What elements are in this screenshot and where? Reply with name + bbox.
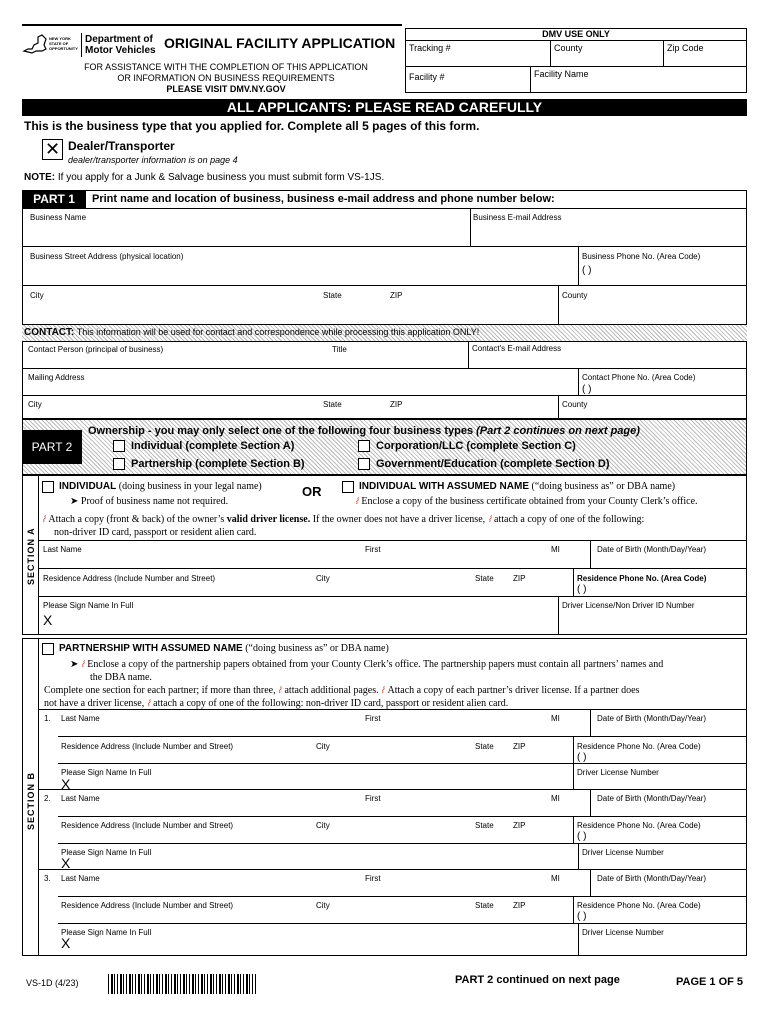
assumed-name-checkbox[interactable]	[342, 481, 354, 493]
opt-individual-label: Individual (complete Section A)	[131, 440, 295, 452]
dept-line-2: Motor Vehicles	[85, 45, 156, 56]
partner-1-paren: ( )	[577, 752, 587, 763]
sb-side-line	[38, 638, 39, 956]
partner-2-state[interactable]: State	[475, 821, 494, 830]
dealer-title: Dealer/Transporter	[68, 139, 175, 153]
sa-line-3	[38, 596, 747, 597]
individual-type-label	[59, 481, 262, 492]
partnership-title-desc: (“doing business as” or DBA name)	[242, 643, 389, 654]
part1-heading: Print name and location of business, business e-mail address and phone number below:	[92, 193, 555, 205]
assist-line-1: FOR ASSISTANCE WITH THE COMPLETION OF THIS APPLICATION	[84, 62, 368, 72]
dealer-transporter-checkbox[interactable]: ✕	[42, 139, 63, 160]
assumed-title: INDIVIDUAL WITH ASSUMED NAME	[359, 481, 529, 492]
page-number: PAGE 1 OF 5	[676, 976, 744, 988]
contact-city-field[interactable]: City	[28, 400, 42, 409]
partner-1-sign-x: X	[61, 776, 71, 792]
enclose-text: Enclose a copy of the business certificate obtained from your County Clerk’s office.	[361, 496, 698, 507]
corporation-checkbox[interactable]	[358, 440, 370, 452]
form-title: ORIGINAL FACILITY APPLICATION	[164, 35, 396, 51]
sb-vline	[590, 869, 591, 896]
paperclip-icon: ⌇	[40, 513, 49, 525]
sb-vline	[590, 789, 591, 816]
assumed-desc: (“doing business as” or DBA name)	[529, 481, 676, 492]
partner-1-res-address[interactable]: Residence Address (Include Number and Street)	[61, 742, 234, 751]
sa-side-line	[38, 475, 39, 635]
paperclip-icon: ⌇	[145, 697, 153, 709]
sb-vline	[573, 763, 574, 789]
contact-title-field[interactable]: Title	[332, 345, 347, 354]
partner-3-last-name[interactable]: Last Name	[61, 874, 100, 883]
mailing-address-field[interactable]: Mailing Address	[28, 373, 85, 382]
sa-res-phone-paren: ( )	[577, 584, 587, 595]
paperclip-icon: ⌇	[276, 684, 285, 696]
sa-vline-2	[573, 568, 574, 596]
sa-state-field[interactable]: State	[475, 574, 494, 583]
contact-state-field[interactable]: State	[323, 400, 342, 409]
form-id: VS-1D (4/23)	[26, 978, 79, 988]
complete-part-4: not have a driver license,	[44, 698, 147, 709]
partner-3-city[interactable]: City	[316, 901, 330, 910]
proof-text: Proof of business name not required.	[80, 496, 229, 507]
complete-part-1: Complete one section for each partner; if more than three,	[44, 685, 279, 696]
attach-part-4: non-driver ID card, passport or resident alien card.	[54, 527, 257, 538]
partner-1-last-name[interactable]: Last Name	[61, 714, 100, 723]
enclose-certificate	[355, 496, 698, 507]
partnership-checkbox[interactable]	[113, 458, 125, 470]
paperclip-icon: ⌇	[486, 513, 494, 525]
county-label: County	[554, 43, 583, 53]
attach-part-2: If the owner does not have a driver license,	[310, 514, 488, 525]
partner-2-sign[interactable]: Please Sign Name In Full	[61, 848, 152, 857]
part2-heading-note: (Part 2 continues on next page)	[476, 425, 640, 437]
enclose-line-1: Enclose a copy of the partnership papers obtained from your County Clerk’s office. The partnership papers must contain all partners’ names and	[87, 659, 664, 670]
contact-person-field[interactable]: Contact Person (principal of business)	[28, 345, 164, 354]
partner-2-dl[interactable]: Driver License Number	[582, 848, 664, 857]
attach-part-bold: valid driver license.	[226, 514, 311, 525]
sa-sign-field[interactable]: Please Sign Name In Full	[43, 601, 134, 610]
c-line-1	[22, 368, 747, 369]
partner-3-number: 3.	[44, 874, 51, 883]
dept-line-1: Department of	[85, 34, 153, 45]
partner-3-state[interactable]: State	[475, 901, 494, 910]
partner-3-dl[interactable]: Driver License Number	[582, 928, 664, 937]
part2-heading-main: Ownership - you may only select one of the following four business types	[88, 425, 477, 437]
assistance-text	[46, 62, 406, 95]
individual-title: INDIVIDUAL	[59, 481, 117, 492]
sa-sign-x: X	[43, 612, 53, 628]
partnership-enclose: ➤ ⌇Enclose a copy of the partnership papers obtained from your County Clerk’s office. The partnership papers must contain all partners’ names and the DBA name.	[70, 658, 664, 683]
business-city-field[interactable]: City	[30, 291, 44, 300]
attach-part-1: Attach a copy (front & back) of the owner’s	[48, 514, 227, 525]
sa-vline-1	[590, 540, 591, 568]
p1-vline-3	[558, 285, 559, 325]
sb-line	[58, 763, 747, 764]
section-b-side-label: SECTION B	[26, 771, 36, 830]
partner-3-sign-x: X	[61, 935, 71, 951]
sb-line	[38, 789, 747, 790]
sa-city-field[interactable]: City	[316, 574, 330, 583]
partner-2-zip[interactable]: ZIP	[513, 821, 526, 830]
partner-1-city[interactable]: City	[316, 742, 330, 751]
contact-phone-field[interactable]: Contact Phone No. (Area Code)	[582, 373, 696, 382]
read-carefully-banner: ALL APPLICANTS: PLEASE READ CAREFULLY	[22, 99, 747, 116]
sb-vline	[590, 709, 591, 736]
part2-heading	[88, 425, 640, 437]
paperclip-icon: ⌇	[379, 684, 388, 696]
sa-res-address-field[interactable]: Residence Address (Include Number and Street)	[43, 574, 216, 583]
complete-part-3: Attach a copy of each partner’s driver license. If a partner does	[387, 685, 640, 696]
facility-number-label: Facility #	[409, 72, 445, 82]
partner-3-zip[interactable]: ZIP	[513, 901, 526, 910]
note-label: NOTE:	[24, 172, 56, 183]
sa-res-phone-field[interactable]: Residence Phone No. (Area Code)	[577, 574, 707, 583]
c-vline-1	[468, 341, 469, 368]
sa-line-2	[38, 568, 747, 569]
partner-2-res-phone[interactable]: Residence Phone No. (Area Code)	[577, 821, 701, 830]
sa-line-1	[38, 540, 747, 541]
header-top-rule	[22, 24, 402, 26]
part1-tag: PART 1	[22, 190, 86, 208]
c-vline-3	[558, 395, 559, 419]
partner-3-res-address[interactable]: Residence Address (Include Number and Street)	[61, 901, 234, 910]
business-phone-paren: ( )	[582, 265, 592, 276]
sb-line	[58, 736, 747, 737]
partner-3-dob[interactable]: Date of Birth (Month/Day/Year)	[597, 874, 707, 883]
partner-2-last-name[interactable]: Last Name	[61, 794, 100, 803]
attach-part-3: attach a copy of one of the following:	[494, 514, 645, 525]
paperclip-icon: ⌇	[353, 495, 362, 507]
sb-line	[58, 816, 747, 817]
business-name-field[interactable]: Business Name	[30, 213, 87, 222]
partnership-title-bold: PARTNERSHIP WITH ASSUMED NAME	[59, 643, 243, 654]
c-vline-2	[578, 368, 579, 395]
assist-line-3: PLEASE VISIT DMV.NY.GOV	[166, 84, 286, 94]
sa-zip-field[interactable]: ZIP	[513, 574, 526, 583]
partner-1-sign[interactable]: Please Sign Name In Full	[61, 768, 152, 777]
individual-checkbox[interactable]	[113, 440, 125, 452]
continued-note: PART 2 continued on next page	[455, 974, 620, 986]
partner-3-paren: ( )	[577, 911, 587, 922]
proof-not-required: ➤ Proof of business name not required.	[70, 496, 229, 507]
partner-3-mi[interactable]: MI	[551, 874, 560, 883]
partner-2-sign-x: X	[61, 855, 71, 871]
business-state-field[interactable]: State	[323, 291, 342, 300]
partner-2-paren: ( )	[577, 831, 587, 842]
partner-2-first[interactable]: First	[365, 794, 381, 803]
sa-dob-field[interactable]: Date of Birth (Month/Day/Year)	[597, 545, 707, 554]
intro-text: This is the business type that you applied for. Complete all 5 pages of this form.	[24, 119, 480, 133]
p1-line-2	[22, 246, 747, 247]
enclose-line-2: the DBA name.	[90, 672, 152, 683]
p1-line-1	[22, 208, 747, 209]
business-phone-field[interactable]: Business Phone No. (Area Code)	[582, 252, 701, 261]
partner-1-first[interactable]: First	[365, 714, 381, 723]
attach-license-text	[42, 513, 742, 539]
dept-name	[85, 34, 156, 56]
facility-name-label: Facility Name	[534, 69, 589, 79]
assumed-name-label	[359, 481, 675, 492]
dmv-line-2	[405, 66, 747, 67]
partner-1-state[interactable]: State	[475, 742, 494, 751]
partner-1-zip[interactable]: ZIP	[513, 742, 526, 751]
government-checkbox[interactable]	[358, 458, 370, 470]
dmv-use-only-title: DMV USE ONLY	[542, 29, 610, 39]
individual-type-checkbox[interactable]	[42, 481, 54, 493]
business-zip-field[interactable]: ZIP	[390, 291, 403, 300]
partner-3-sign[interactable]: Please Sign Name In Full	[61, 928, 152, 937]
sb-line	[58, 896, 747, 897]
contact-email-field[interactable]: Contact's E-mail Address	[472, 344, 562, 353]
sa-mi-field[interactable]: MI	[551, 545, 560, 554]
business-street-field[interactable]: Business Street Address (physical location)	[30, 252, 184, 261]
partner-3-first[interactable]: First	[365, 874, 381, 883]
sb-line	[58, 843, 747, 844]
opt-government-label: Government/Education (complete Section D)	[376, 458, 610, 470]
note-body: If you apply for a Junk & Salvage business you must submit form VS-1JS.	[55, 172, 385, 183]
p1-vline-1	[470, 208, 471, 246]
note-text	[24, 172, 384, 183]
partner-1-dob[interactable]: Date of Birth (Month/Day/Year)	[597, 714, 707, 723]
dmv-vline-2	[663, 40, 664, 66]
individual-desc: (doing business in your legal name)	[116, 481, 262, 492]
partnership-assumed-checkbox[interactable]	[42, 643, 54, 655]
assist-line-2: OR INFORMATION ON BUSINESS REQUIREMENTS	[117, 73, 335, 83]
sb-vline	[573, 736, 574, 763]
sb-vline	[578, 843, 579, 869]
partner-2-number: 2.	[44, 794, 51, 803]
p1-line-3	[22, 285, 747, 286]
partner-3-res-phone[interactable]: Residence Phone No. (Area Code)	[577, 901, 701, 910]
barcode	[108, 974, 256, 994]
complete-part-5: attach a copy of one of the following: non-driver ID card, passport or resident alien card.	[153, 698, 509, 709]
contact-label: CONTACT:	[24, 327, 75, 338]
contact-header-text	[24, 327, 479, 338]
dmv-line-1	[405, 40, 747, 41]
sb-vline	[578, 923, 579, 956]
opt-corporation-label: Corporation/LLC (complete Section C)	[376, 440, 576, 452]
logo-text: NEW YORK STATE OF OPPORTUNITY	[49, 36, 78, 51]
paperclip-icon: ⌇	[79, 658, 88, 670]
logo-divider	[81, 33, 82, 57]
p1-vline-2	[578, 246, 579, 285]
ny-state-map-icon	[22, 33, 48, 55]
complete-part-2: attach additional pages.	[284, 685, 382, 696]
opt-partnership-label: Partnership (complete Section B)	[131, 458, 305, 470]
sb-vline	[573, 896, 574, 923]
partner-2-mi[interactable]: MI	[551, 794, 560, 803]
sa-first-name-field[interactable]: First	[365, 545, 381, 554]
business-email-field[interactable]: Business E-mail Address	[473, 213, 562, 222]
partnership-title	[59, 643, 389, 654]
partner-1-dl[interactable]: Driver License Number	[577, 768, 659, 777]
section-a-side-label: SECTION A	[26, 527, 36, 585]
sa-dl-field[interactable]: Driver License/Non Driver ID Number	[562, 601, 695, 610]
sa-vline-3	[558, 596, 559, 635]
partner-1-res-phone[interactable]: Residence Phone No. (Area Code)	[577, 742, 701, 751]
partner-2-city[interactable]: City	[316, 821, 330, 830]
sb-line	[38, 709, 747, 710]
dealer-subtitle: dealer/transporter information is on page 4	[68, 155, 238, 165]
contact-phone-paren: ( )	[582, 384, 592, 395]
sb-vline	[573, 816, 574, 843]
partner-1-mi[interactable]: MI	[551, 714, 560, 723]
c-line-2	[22, 395, 747, 396]
partner-2-res-address[interactable]: Residence Address (Include Number and Street)	[61, 821, 234, 830]
sb-line	[38, 869, 747, 870]
partnership-instructions	[44, 684, 744, 710]
sb-line	[58, 923, 747, 924]
zip-code-label: Zip Code	[667, 43, 704, 53]
sa-last-name-field[interactable]: Last Name	[43, 545, 82, 554]
dmv-vline-3	[530, 66, 531, 93]
or-separator: OR	[302, 484, 322, 499]
contact-zip-field[interactable]: ZIP	[390, 400, 403, 409]
dmv-vline-1	[550, 40, 551, 66]
part2-tag: PART 2	[22, 430, 82, 464]
tracking-label: Tracking #	[409, 43, 451, 53]
partner-1-number: 1.	[44, 714, 51, 723]
contact-county-field[interactable]: County	[562, 400, 588, 409]
partner-2-dob[interactable]: Date of Birth (Month/Day/Year)	[597, 794, 707, 803]
contact-body: This information will be used for contact and correspondence while processing this application ONLY!	[74, 327, 480, 337]
business-county-field[interactable]: County	[562, 291, 588, 300]
